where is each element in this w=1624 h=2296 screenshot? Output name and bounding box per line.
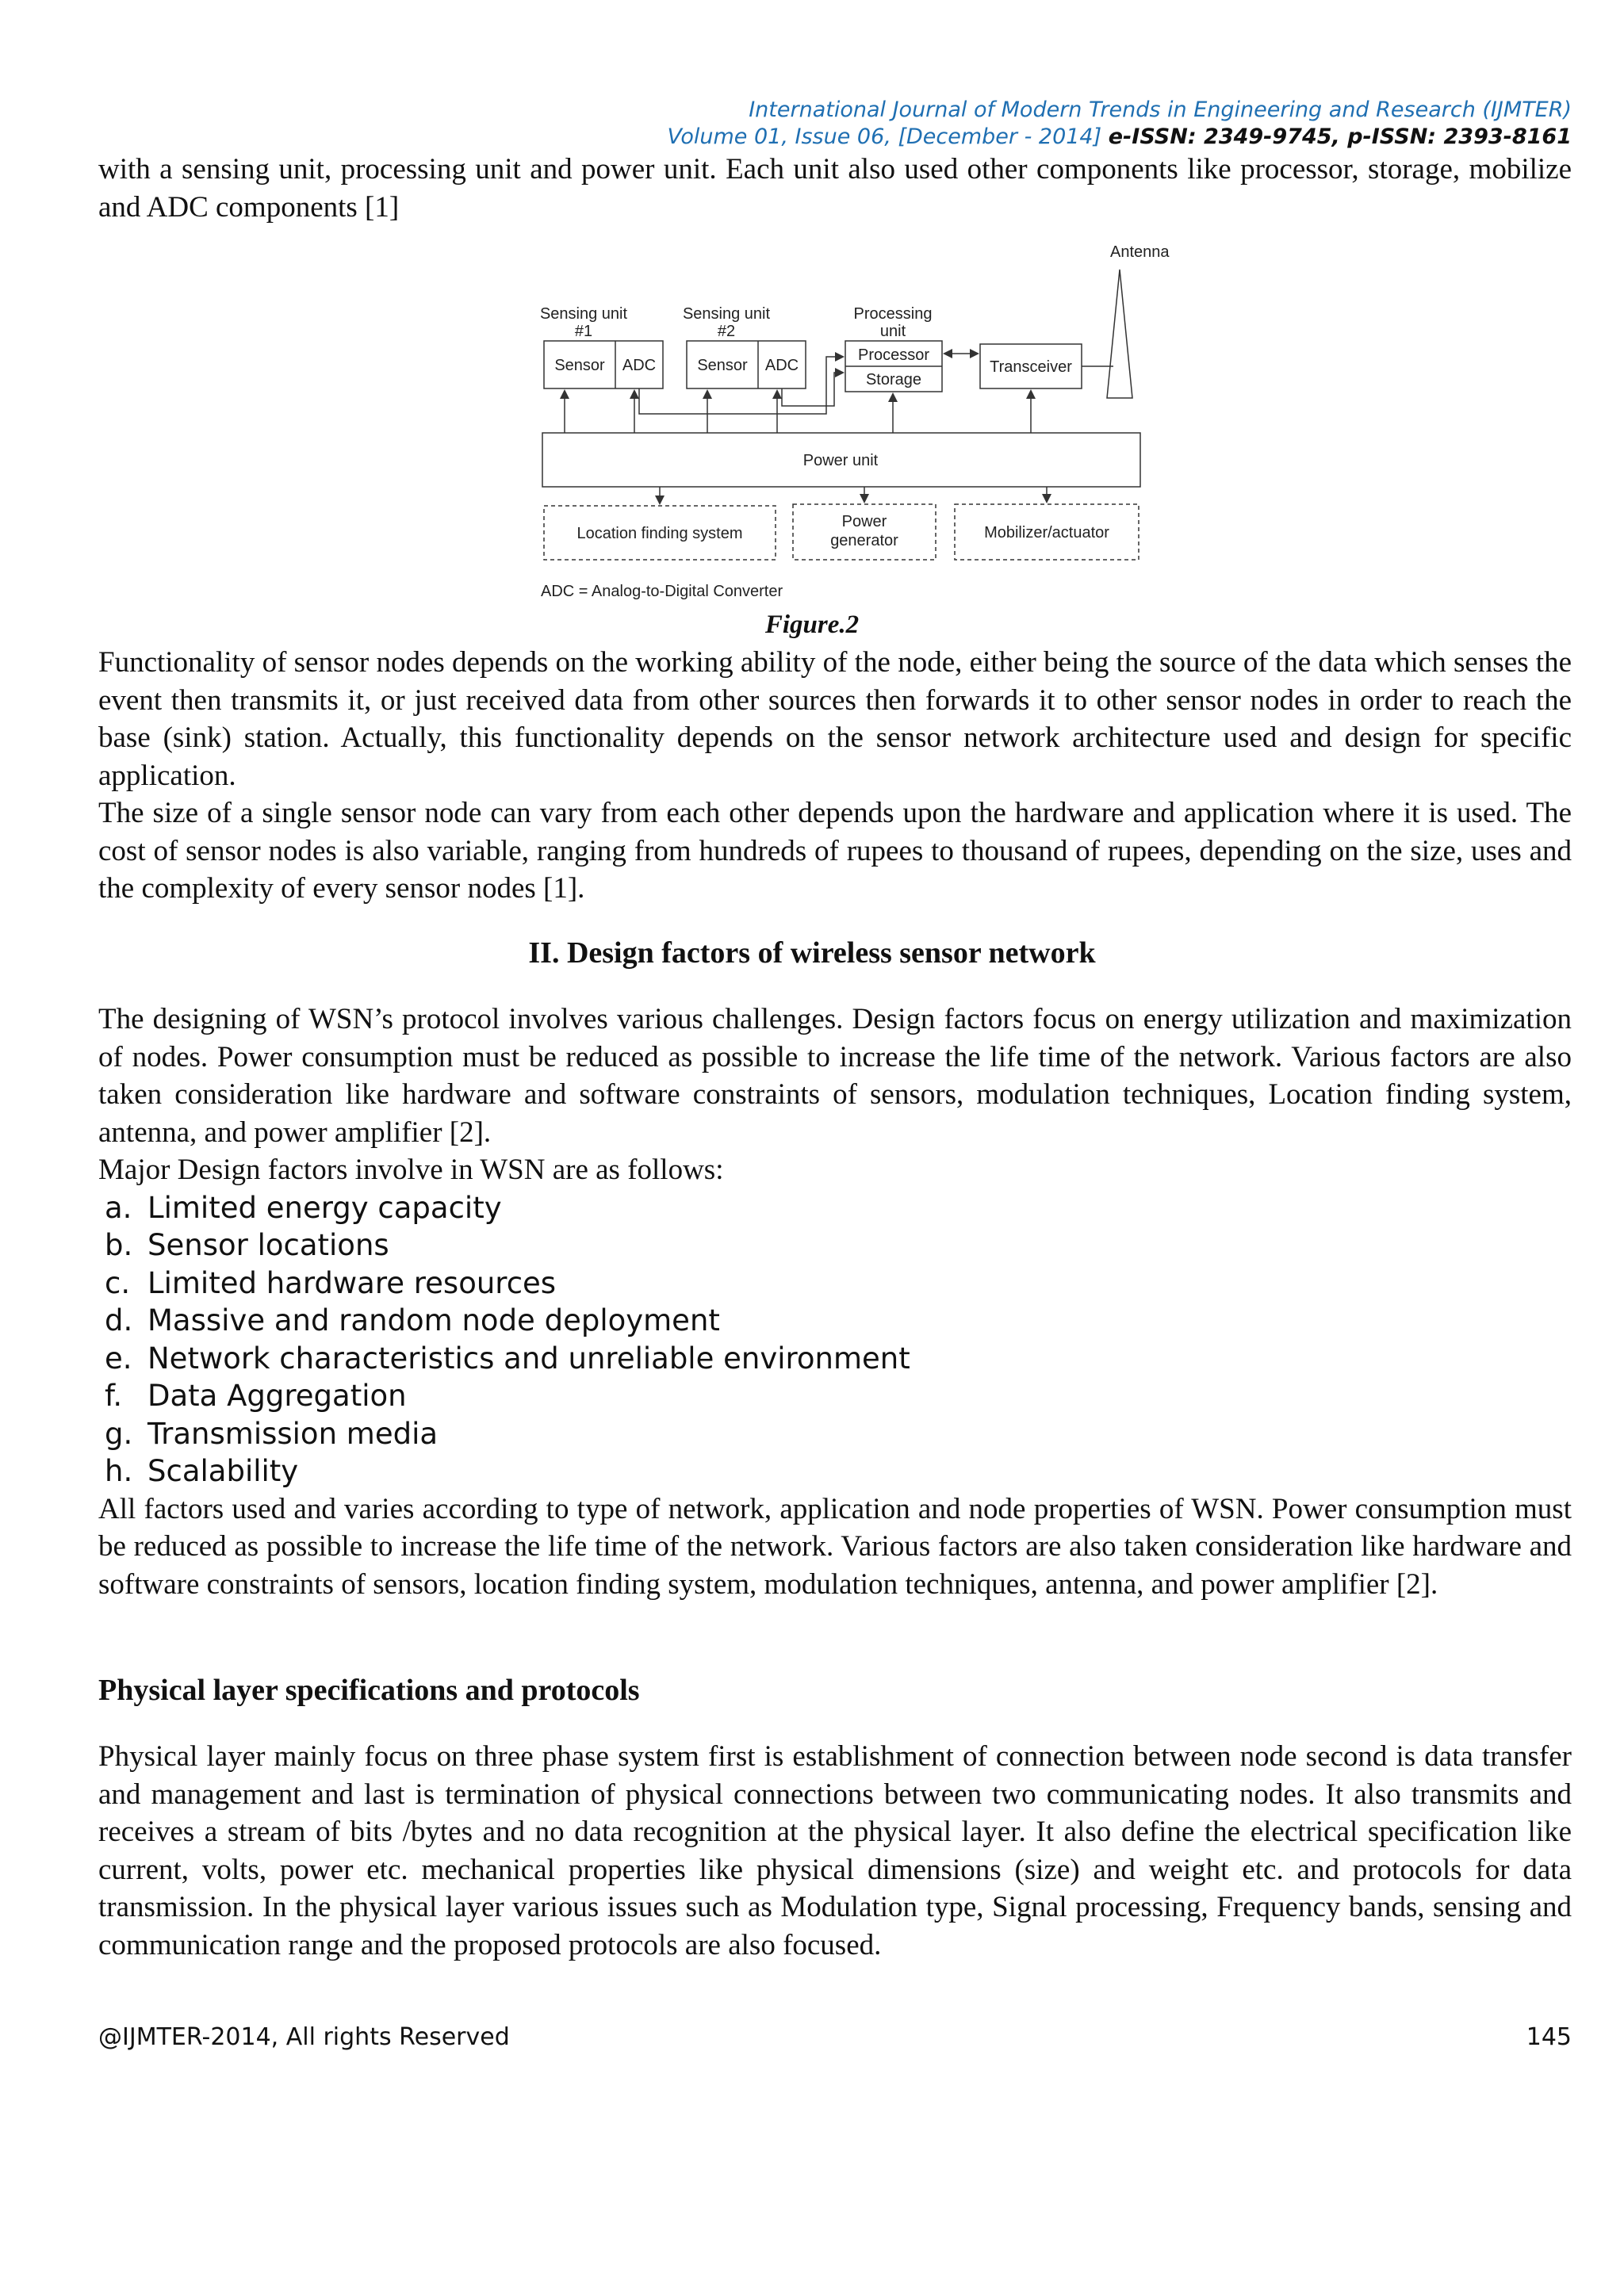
adc-legend: ADC = Analog-to-Digital Converter: [541, 583, 783, 600]
list-item-text: Limited hardware resources: [147, 1265, 557, 1300]
sensing-unit-2-number: #2: [717, 323, 736, 340]
processing-unit-label-2: unit: [879, 323, 906, 340]
list-item-text: Transmission media: [147, 1416, 439, 1451]
paragraph-functionality: Functionality of sensor nodes depends on the working ability of the node, either being the source of the data which senses the event then transmits it, or just received data from other sources then forwards it to other sensor nodes in order to reach the base (sink) station. Actually, this functionality depends on the sensor network architecture used and design for specific application.: [98, 646, 1572, 792]
paragraph-size: The size of a single sensor node can vary from each other depends upon the hardware and application where it is used. The cost of sensor nodes is also variable, ranging from hundreds of rupees to thousand of rupees, depending on the size, uses and the complexity of every sensor nodes [1].: [98, 797, 1572, 905]
sensing-unit-1-label: Sensing unit: [539, 305, 628, 323]
sensor-node-figure: [523, 238, 1170, 610]
storage-label: Storage: [865, 371, 922, 388]
journal-issn: e-ISSN: 2349-9745, p-ISSN: 2393-8161: [1108, 124, 1572, 149]
transceiver-label: Transceiver: [990, 358, 1072, 376]
body-section-3: [98, 1738, 1572, 1964]
section-title: II. Design factors of wireless sensor network: [528, 936, 1096, 970]
list-marker: h.: [105, 1454, 133, 1488]
sensor-1-label: Sensor: [554, 357, 605, 374]
power-unit-label: Power unit: [802, 452, 879, 469]
adc-2-label: ADC: [764, 357, 799, 374]
list-marker: g.: [105, 1416, 133, 1451]
list-item-text: Limited energy capacity: [147, 1190, 502, 1225]
subsection-title: Physical layer specifications and protocols: [98, 1674, 640, 1707]
paragraph-all-factors: All factors used and varies according to type of network, application and node properties of WSN. Power consumption must be reduced as possible to increase the life time of the network. Various factors are also taken consideration like hardware and software constraints of sensors, location finding system, modulation techniques, antenna, and power amplifier [2].: [98, 1492, 1572, 1601]
footer-copyright: @IJMTER-2014, All rights Reserved: [98, 2023, 510, 2051]
sensor-2-label: Sensor: [697, 357, 748, 374]
processing-unit-label: Processing: [853, 305, 933, 323]
figure-caption: Figure.2: [764, 610, 860, 639]
processor-label: Processor: [857, 346, 930, 364]
sensing-unit-1-number: #1: [574, 323, 593, 340]
list-item: [105, 1189, 1572, 1227]
journal-header: [667, 97, 1572, 151]
body-section-1: [98, 644, 1572, 908]
paragraph-design: The designing of WSN’s protocol involves various challenges. Design factors focus on energy utilization and maximization of nodes. Power consumption must be reduced as possible to increase the life time of the network. Various factors are also taken consideration like hardware and software constraints of sensors, modulation techniques, Location finding system, antenna, and power amplifier [2].: [98, 1003, 1572, 1149]
list-item-text: Network characteristics and unreliable environment: [147, 1341, 910, 1376]
list-marker: a.: [105, 1190, 132, 1225]
list-marker: b.: [105, 1228, 133, 1262]
location-finding-label: Location finding system: [576, 525, 743, 542]
list-item: [105, 1265, 1572, 1303]
sensor-node-diagram: [523, 238, 1170, 610]
list-marker: c.: [105, 1265, 131, 1300]
intro-paragraph: with a sensing unit, processing unit and power unit. Each unit also used other components like processor, storage, mobilize and ADC components [1]: [98, 153, 1572, 224]
sensing-unit-2-label: Sensing unit: [682, 305, 771, 323]
list-item-text: Data Aggregation: [147, 1379, 407, 1413]
list-item-text: Scalability: [147, 1454, 299, 1488]
antenna-shape: [1107, 270, 1132, 398]
mobilizer-label: Mobilizer/actuator: [984, 524, 1109, 541]
journal-volume: Volume 01, Issue 06, [December - 2014]: [667, 124, 1102, 149]
power-generator-label-2: generator: [830, 532, 898, 549]
list-item-text: Massive and random node deployment: [147, 1303, 720, 1337]
antenna-label: Antenna: [1110, 243, 1170, 261]
list-item: [105, 1377, 1572, 1415]
list-item-text: Sensor locations: [147, 1228, 389, 1262]
list-marker: d.: [105, 1303, 133, 1337]
paragraph-major-factors: Major Design factors involve in WSN are as follows:: [98, 1154, 724, 1186]
paragraph-physical-layer: Physical layer mainly focus on three phase system first is establishment of connection between node second is data transfer and management and last is termination of physical connections between two communicating nodes. It also transmits and receives a stream of bits /bytes and no data recognition at the physical layer. It also define the electrical specification like current, volts, power etc. mechanical properties like physical dimensions (size) and weight etc. and protocols for data transmission. In the physical layer various issues such as Modulation type, Signal processing, Frequency bands, sensing and communication range and the proposed protocols are also focused.: [98, 1740, 1572, 1961]
journal-volume-line: [667, 124, 1572, 151]
list-item: [105, 1226, 1572, 1265]
design-factors-list: [98, 1189, 1572, 1490]
list-marker: f.: [105, 1379, 123, 1413]
journal-title: International Journal of Modern Trends in Engineering and Research (IJMTER): [749, 98, 1572, 122]
list-item: [105, 1452, 1572, 1490]
page-number: 145: [1526, 2023, 1572, 2051]
page-footer: [98, 2023, 1572, 2051]
list-item: [105, 1302, 1572, 1340]
list-marker: e.: [105, 1341, 132, 1376]
list-item: [105, 1415, 1572, 1453]
adc-1-label: ADC: [622, 357, 657, 374]
list-item: [105, 1340, 1572, 1378]
body-section-2: [98, 1001, 1572, 1603]
power-generator-label: Power: [841, 513, 887, 530]
